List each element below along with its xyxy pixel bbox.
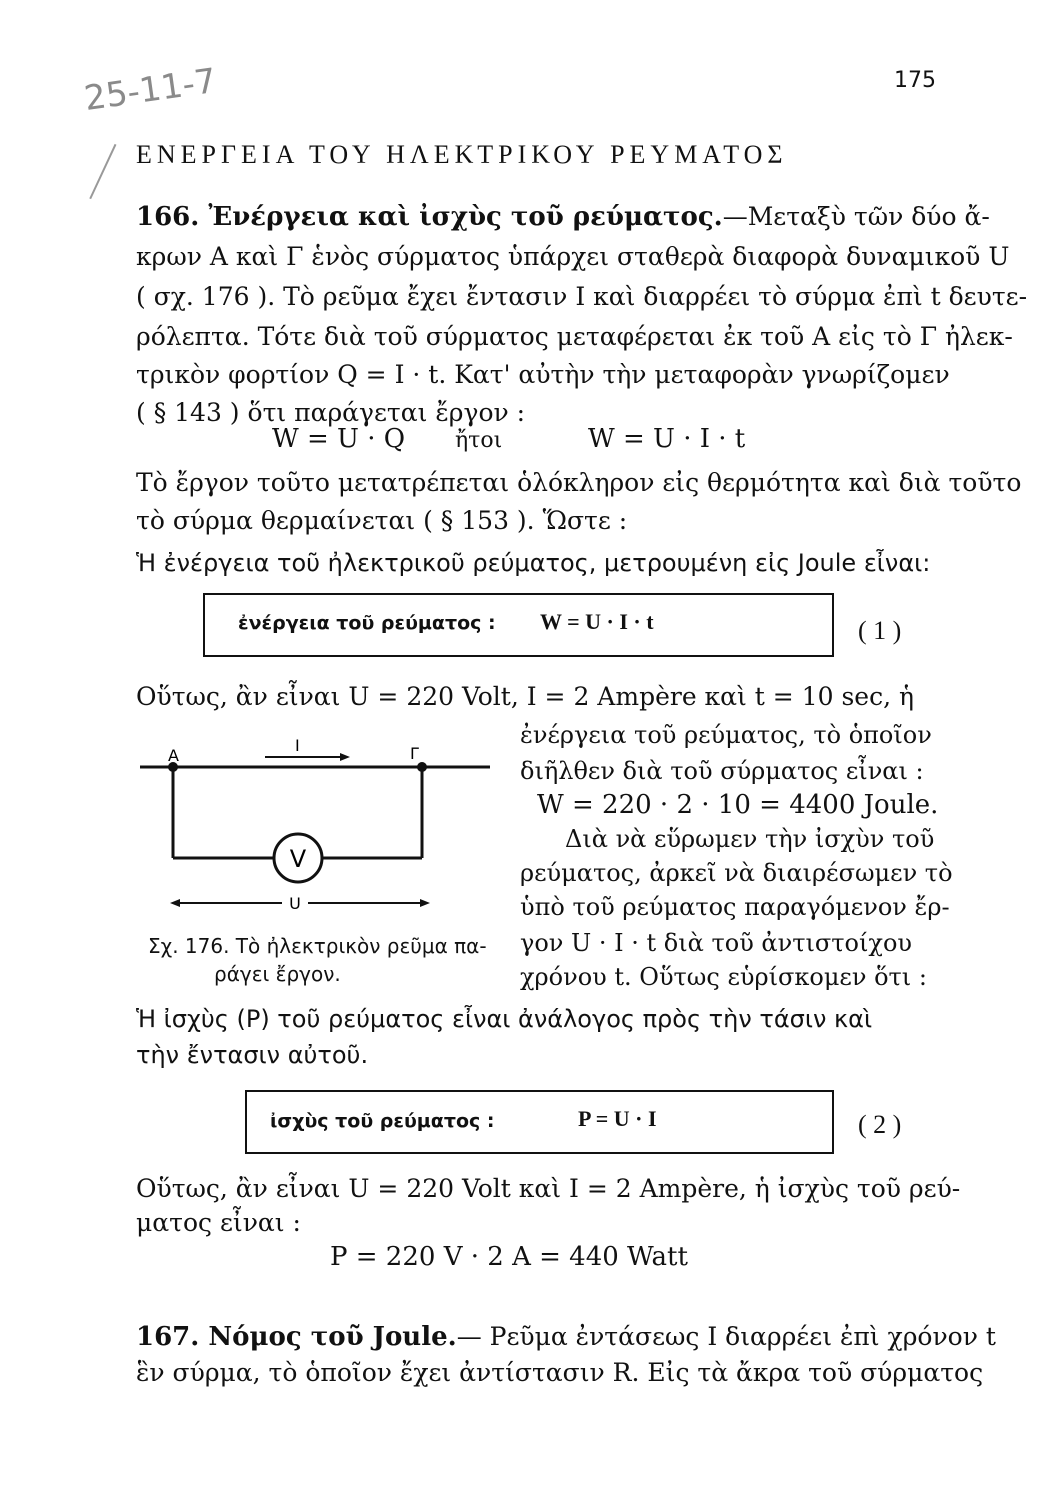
equation-number-2: ( 2 ) xyxy=(858,1110,902,1139)
voltmeter-label: V xyxy=(289,845,307,873)
voltage-arrow-head-right xyxy=(420,899,430,907)
power-line-3: γον U · I · t διὰ τοῦ ἀντιστοίχου xyxy=(520,929,912,957)
pencil-annotation: 25-11-7 xyxy=(81,60,219,120)
power-formula-label: ἰσχὺς τοῦ ρεύματος : xyxy=(270,1110,495,1132)
equation-work-current: W = U · I · t xyxy=(588,424,746,454)
example-2-line-0: Οὕτως, ἂν εἶναι U = 220 Volt καὶ I = 2 Ampère, ἡ ἰσχὺς τοῦ ρεύ- xyxy=(136,1174,961,1203)
figure-caption-line-2: ράγει ἔργον. xyxy=(214,962,341,986)
chapter-title: ΕΝΕΡΓΕΙΑ ΤΟΥ ΗΛΕΚΤΡΙΚΟΥ ΡΕΥΜΑΤΟΣ xyxy=(136,140,788,169)
section-167-first-line xyxy=(136,1320,996,1354)
section-167-line-0: — Ρεῦμα ἐντάσεως I διαρρέει ἐπὶ χρόνον t xyxy=(456,1322,996,1351)
section-166-line-5: ( § 143 ) ὅτι παράγεται ἔργον : xyxy=(136,398,526,427)
page-number: 175 xyxy=(894,68,936,93)
equation-connector: ἤτοι xyxy=(455,428,503,453)
section-166-first-line xyxy=(136,200,990,234)
voltage-arrow-head-left xyxy=(170,899,180,907)
section-166-line-0: —Μεταξὺ τῶν δύο ἄ- xyxy=(722,202,990,231)
power-line-1: ρεύματος, ἀρκεῖ νὰ διαιρέσωμεν τὸ xyxy=(520,859,953,887)
section-166-line-4: τρικὸν φορτίον Q = I · t. Κατ' αὐτὴν τὴν μεταφορὰν γνωρίζομεν xyxy=(136,360,950,389)
section-166-after-line-0: Τὸ ἔργον τοῦτο μετατρέπεται ὁλόκληρον εἰς θερμότητα καὶ διὰ τοῦτο xyxy=(136,468,1022,497)
power-formula: P = U · I xyxy=(578,1106,657,1131)
section-166-line-1: κρων Α καὶ Γ ἑνὸς σύρματος ὑπάρχει σταθερὰ διαφορὰ δυναμικοῦ U xyxy=(136,242,1010,271)
equation-work-charge: W = U · Q xyxy=(272,424,406,454)
power-statement-line-0: Ἡ ἰσχὺς (P) τοῦ ρεύματος εἶναι ἀνάλογος πρὸς τὴν τάσιν καὶ xyxy=(136,1005,873,1033)
example-1-right-line-0: ἐνέργεια τοῦ ρεύματος, τὸ ὁποῖον xyxy=(520,721,932,749)
section-166-line-2: ( σχ. 176 ). Τὸ ρεῦμα ἔχει ἔντασιν I καὶ διαρρέει τὸ σύρμα ἐπὶ t δευτε- xyxy=(136,282,1028,311)
power-line-4: χρόνου t. Οὕτως εὑρίσκομεν ὅτι : xyxy=(520,963,927,991)
section-166-line-3: ρόλεπτα. Τότε διὰ τοῦ σύρματος μεταφέρεται ἐκ τοῦ Α εἰς τὸ Γ ἠλεκ- xyxy=(136,322,1013,351)
label-g: Γ xyxy=(410,744,419,763)
label-a: A xyxy=(168,746,179,765)
section-166-after-line-1: τὸ σύρμα θερμαίνεται ( § 153 ). Ὥστε : xyxy=(136,506,628,535)
power-statement-line-1: τὴν ἔντασιν αὐτοῦ. xyxy=(136,1041,369,1069)
power-line-0: Διὰ νὰ εὕρωμεν τὴν ἰσχὺν τοῦ xyxy=(565,825,935,853)
power-result: P = 220 V · 2 A = 440 Watt xyxy=(330,1242,688,1272)
example-1-line-1: Οὕτως, ἂν εἶναι U = 220 Volt, I = 2 Ampère καὶ t = 10 sec, ἡ xyxy=(136,682,914,711)
label-current: I xyxy=(295,736,300,755)
equation-number-1: ( 1 ) xyxy=(858,616,902,645)
figure-caption-line-1: Σχ. 176. Τὸ ἠλεκτρικὸν ρεῦμα πα- xyxy=(148,934,487,958)
section-166-heading: 166. Ἐνέργεια καὶ ἰσχὺς τοῦ ρεύματος. xyxy=(136,202,723,232)
circuit-diagram xyxy=(140,725,520,925)
energy-statement: Ἡ ἐνέργεια τοῦ ἠλεκτρικοῦ ρεύματος, μετρουμένη εἰς Joule εἶναι: xyxy=(136,549,931,577)
current-arrow-head xyxy=(340,753,350,761)
label-voltage: U xyxy=(289,894,301,913)
energy-result: W = 220 · 2 · 10 = 4400 Joule. xyxy=(537,790,939,820)
example-2-line-1: ματος εἶναι : xyxy=(136,1208,301,1237)
power-line-2: ὑπὸ τοῦ ρεύματος παραγόμενον ἔρ- xyxy=(520,893,950,921)
example-1-right-line-1: διῆλθεν διὰ τοῦ σύρματος εἶναι : xyxy=(520,757,924,785)
section-167-heading: 167. Νόμος τοῦ Joule. xyxy=(136,1322,457,1352)
energy-formula: W = U · I · t xyxy=(540,609,654,634)
energy-formula-label: ἐνέργεια τοῦ ρεύματος : xyxy=(238,612,496,634)
section-167-line-1: ἓν σύρμα, τὸ ὁποῖον ἔχει ἀντίστασιν R. Εἰς τὰ ἄκρα τοῦ σύρματος xyxy=(136,1358,984,1387)
